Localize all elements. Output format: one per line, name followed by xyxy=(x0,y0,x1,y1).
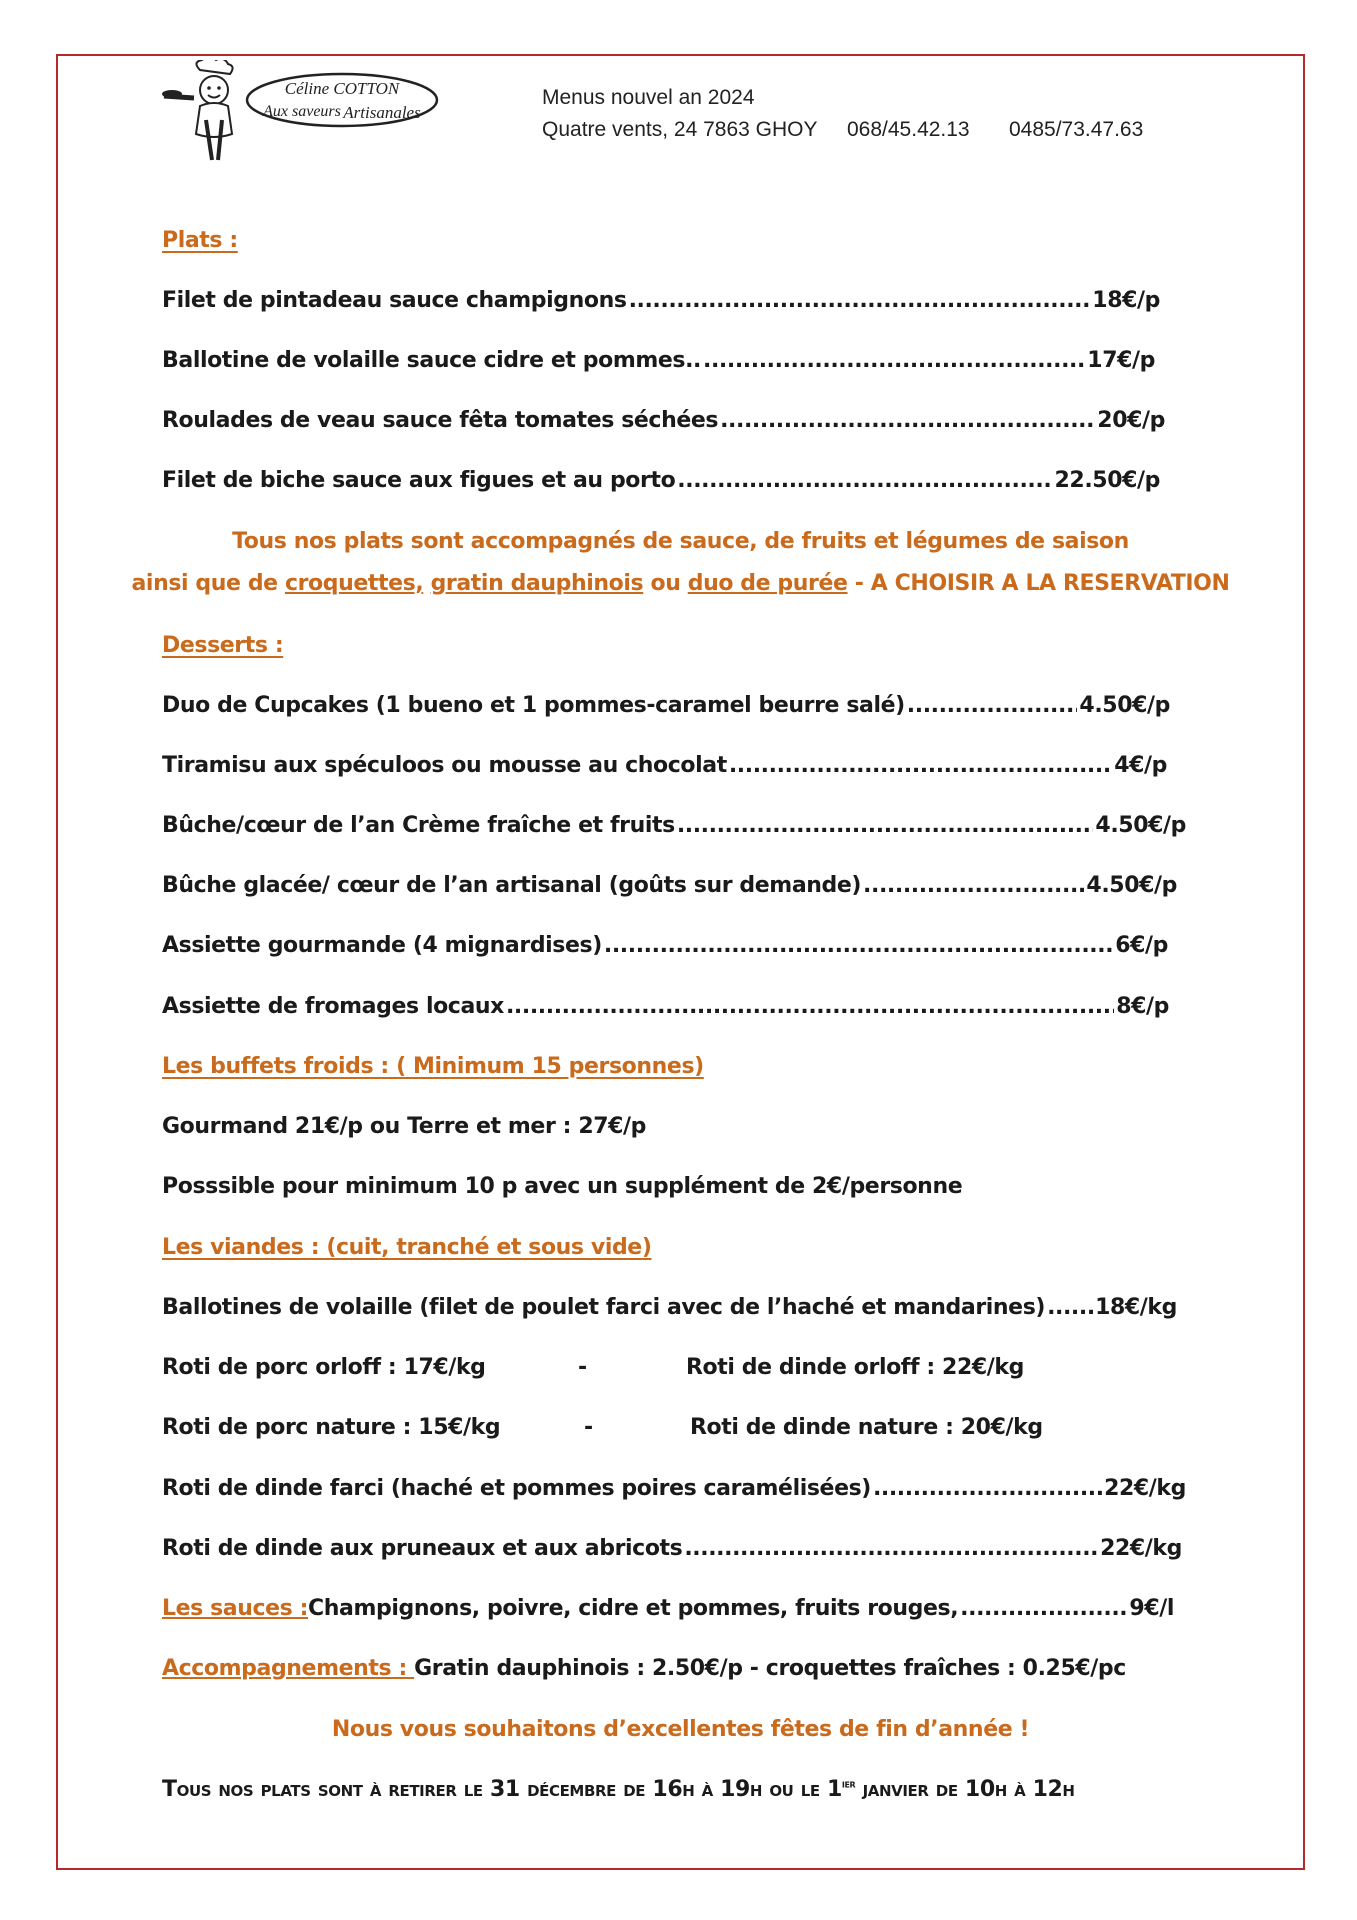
buffets-heading: Les buffets froids : ( Minimum 15 personnes) xyxy=(162,1054,704,1079)
roti-nature-porc: Roti de porc nature : 15€/kg xyxy=(162,1415,501,1440)
sauces-line xyxy=(162,1596,1174,1621)
menu-item xyxy=(162,1536,1182,1561)
menu-item xyxy=(162,873,1177,898)
menu-item xyxy=(162,408,1165,433)
menu-item xyxy=(162,994,1169,1019)
item-price: 18€/kg xyxy=(1095,1295,1177,1320)
plats-heading: Plats : xyxy=(162,228,238,253)
item-price: 22.50€/p xyxy=(1054,468,1160,493)
leader-dots xyxy=(677,813,1094,838)
item-name: Bûche glacée/ cœur de l’an artisanal (goûts sur demande) xyxy=(162,873,862,898)
svg-text:Céline COTTON: Céline COTTON xyxy=(284,79,400,98)
sauces-text: Champignons, poivre, cidre et pommes, fruits rouges, xyxy=(308,1596,959,1621)
leader-dots xyxy=(677,468,1052,493)
menu-item xyxy=(162,348,1155,373)
sauces-label: Les sauces : xyxy=(162,1596,309,1621)
item-name: Assiette de fromages locaux xyxy=(162,994,504,1019)
menu-item xyxy=(162,813,1186,838)
menu-title: Menus nouvel an 2024 xyxy=(542,86,755,109)
chef-icon xyxy=(162,60,442,164)
roti-orloff-porc: Roti de porc orloff : 17€/kg xyxy=(162,1355,486,1380)
header-info xyxy=(542,82,1143,146)
item-name: Roti de dinde farci (haché et pommes poires caramélisées) xyxy=(162,1476,871,1501)
address: Quatre vents, 24 7863 GHOY xyxy=(542,118,818,141)
wishes: Nous vous souhaitons d’excellentes fêtes de fin d’année ! xyxy=(331,1717,1030,1742)
buffets-line1: Gourmand 21€/p ou Terre et mer : 27€/p xyxy=(162,1114,647,1139)
footer-note: Tous nos plats sont à retirer le 31 décembre de 16h à 19h ou le $1^{ier}$ janvier de 10h à 12h xyxy=(162,1777,1075,1802)
accompagnements-text: Gratin dauphinois : 2.50€/p - croquettes fraîches : 0.25€/pc xyxy=(414,1656,1126,1681)
menu-item xyxy=(162,753,1167,778)
item-price: 17€/p xyxy=(1087,348,1155,373)
item-name: Bûche/cœur de l’an Crème fraîche et fruits xyxy=(162,813,675,838)
dash: - xyxy=(578,1355,587,1380)
leader-dots xyxy=(684,1536,1098,1561)
item-price: 4€/p xyxy=(1114,753,1167,778)
item-name: Duo de Cupcakes (1 bueno et 1 pommes-caramel beurre salé) xyxy=(162,693,905,718)
item-name: Roulades de veau sauce fêta tomates séchées xyxy=(162,408,719,433)
item-price: 4.50€/p xyxy=(1079,693,1170,718)
menu-item xyxy=(162,933,1168,958)
svg-text:Artisanales: Artisanales xyxy=(343,103,421,122)
plats-note-line2: ainsi que de croquettes, gratin dauphinois ou duo de purée - A CHOISIR A LA RESERVATION xyxy=(131,571,1230,596)
menu-item xyxy=(162,288,1160,313)
leader-dots xyxy=(506,994,1114,1019)
item-price: 18€/p xyxy=(1092,288,1160,313)
logo xyxy=(162,60,442,164)
accompagnements-line xyxy=(162,1656,1126,1681)
menu-item xyxy=(162,1295,1177,1320)
menu-item xyxy=(162,693,1170,718)
leader-dots xyxy=(720,408,1095,433)
note-croquettes: croquettes, xyxy=(284,571,424,596)
plats-note-line1: Tous nos plats sont accompagnés de sauce, de fruits et légumes de saison xyxy=(232,529,1129,554)
item-name: Ballotine de volaille sauce cidre et pommes.. xyxy=(162,348,702,373)
leader-dots xyxy=(907,693,1078,718)
leader-dots xyxy=(863,873,1084,898)
note-puree: duo de purée xyxy=(687,571,848,596)
dash: - xyxy=(584,1415,593,1440)
leader-dots xyxy=(629,288,1091,313)
item-name: Ballotines de volaille (filet de poulet farci avec de l’haché et mandarines) xyxy=(162,1295,1046,1320)
phone-1: 068/45.42.13 xyxy=(847,118,970,141)
item-price: 22€/kg xyxy=(1100,1536,1182,1561)
leader-dots xyxy=(873,1476,1102,1501)
leader-dots xyxy=(703,348,1085,373)
leader-dots xyxy=(604,933,1113,958)
item-price: 4.50€/p xyxy=(1086,873,1177,898)
item-name: Tiramisu aux spéculoos ou mousse au chocolat xyxy=(162,753,727,778)
item-name: Assiette gourmande (4 mignardises) xyxy=(162,933,602,958)
item-name: Filet de pintadeau sauce champignons xyxy=(162,288,627,313)
footer-sup: ier xyxy=(841,1777,856,1791)
leader-dots xyxy=(1047,1295,1093,1320)
item-price: 4.50€/p xyxy=(1095,813,1186,838)
sauces-price: 9€/l xyxy=(1129,1596,1174,1621)
leader-dots xyxy=(729,753,1112,778)
roti-orloff-dinde: Roti de dinde orloff : 22€/kg xyxy=(686,1355,1024,1380)
leader-dots xyxy=(960,1596,1127,1621)
accompagnements-label: Accompagnements : xyxy=(162,1656,415,1681)
desserts-heading: Desserts : xyxy=(162,633,284,658)
note-gratin: gratin dauphinois xyxy=(430,571,644,596)
svg-text:Aux saveurs: Aux saveurs xyxy=(263,103,341,120)
menu-item xyxy=(162,468,1160,493)
item-price: 22€/kg xyxy=(1104,1476,1186,1501)
item-name: Filet de biche sauce aux figues et au porto xyxy=(162,468,676,493)
item-price: 6€/p xyxy=(1115,933,1168,958)
viandes-heading: Les viandes : (cuit, tranché et sous vide) xyxy=(162,1235,652,1260)
item-name: Roti de dinde aux pruneaux et aux abricots xyxy=(162,1536,683,1561)
roti-nature-dinde: Roti de dinde nature : 20€/kg xyxy=(690,1415,1043,1440)
menu-item xyxy=(162,1476,1186,1501)
phone-2: 0485/73.47.63 xyxy=(1009,118,1144,141)
item-price: 20€/p xyxy=(1097,408,1165,433)
item-price: 8€/p xyxy=(1116,994,1169,1019)
buffets-line2: Posssible pour minimum 10 p avec un supplément de 2€/personne xyxy=(162,1174,963,1199)
